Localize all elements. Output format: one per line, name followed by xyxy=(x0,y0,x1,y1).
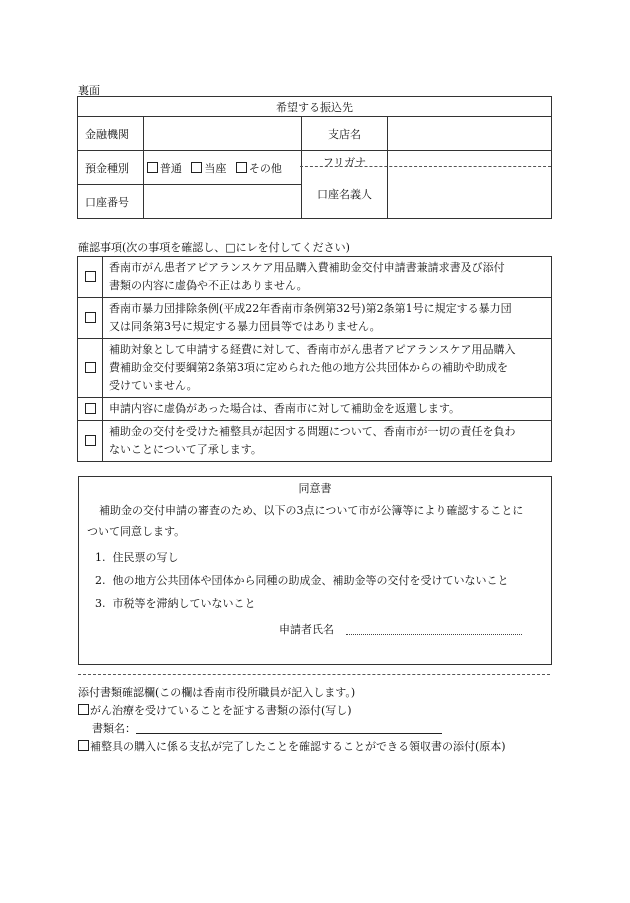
deposit-option-futsu[interactable]: 普通 xyxy=(147,162,182,175)
signature-label: 申請者氏名 xyxy=(279,623,334,636)
financial-institution-field[interactable] xyxy=(143,117,301,151)
page-label: 裏面 xyxy=(78,84,100,97)
confirm-checkbox-1[interactable] xyxy=(78,257,103,298)
doc-name-row xyxy=(78,720,506,738)
signature-row xyxy=(279,621,522,637)
attachments-heading: 添付書類確認欄(この欄は香南市役所職員が記入します。) xyxy=(78,686,356,699)
attachment-item-1: がん治療を受けていることを証する書類の添付(写し) xyxy=(78,702,506,720)
checkbox-icon[interactable] xyxy=(236,162,247,173)
attachment-item-2: 補整具の購入に係る支払が完了したことを確認することができる領収書の添付(原本) xyxy=(78,738,506,756)
checkbox-icon[interactable] xyxy=(85,312,96,323)
furigana-label: フリガナ xyxy=(322,156,367,169)
doc-name-field[interactable] xyxy=(136,721,442,734)
consent-title: 同意書 xyxy=(298,482,332,495)
consent-box xyxy=(78,476,552,665)
account-number-field[interactable] xyxy=(143,185,301,219)
confirm-checkbox-4[interactable] xyxy=(78,398,103,421)
confirm-item-2: 香南市暴力団排除条例(平成22年香南市条例第32号)第2条第1号に規定する暴力団 又は同条第3号に規定する暴力団員等ではありません。 xyxy=(103,298,552,339)
checkbox-icon[interactable] xyxy=(78,740,89,751)
checkbox-icon[interactable] xyxy=(191,162,202,173)
confirm-checkbox-5[interactable] xyxy=(78,421,103,462)
confirm-item-4: 申請内容に虚偽があった場合は、香南市に対して補助金を返還します。 xyxy=(103,398,552,421)
furigana-divider xyxy=(300,166,551,167)
checkbox-icon[interactable] xyxy=(85,271,96,282)
checkbox-icon[interactable] xyxy=(78,704,89,715)
confirm-checkbox-3[interactable] xyxy=(78,339,103,398)
consent-item-3: 3. 市税等を滞納していないこと xyxy=(95,597,256,610)
account-number-label: 口座番号 xyxy=(78,185,144,219)
checkbox-icon[interactable] xyxy=(85,403,96,414)
consent-item-2: 2. 他の地方公共団体や団体から同種の助成金、補助金等の交付を受けていないこと xyxy=(95,574,509,587)
bank-section-title: 希望する振込先 xyxy=(78,97,552,117)
confirmation-table xyxy=(77,256,552,462)
attachments-section xyxy=(78,684,506,756)
consent-item-1: 1. 住民票の写し xyxy=(95,551,179,564)
checkbox-icon[interactable] xyxy=(85,362,96,373)
checkbox-icon[interactable] xyxy=(147,162,158,173)
checkbox-icon[interactable] xyxy=(85,435,96,446)
confirm-item-3: 補助対象として申請する経費に対して、香南市がん患者アピアランスケア用品購入 費補助金交付要綱第2条第3項に定められた他の地方公共団体からの補助や助成を 受けていません。 xyxy=(103,339,552,398)
deposit-option-toza[interactable]: 当座 xyxy=(191,162,226,175)
confirm-checkbox-2[interactable] xyxy=(78,298,103,339)
account-holder-label-cell xyxy=(301,151,388,219)
account-holder-field[interactable] xyxy=(388,151,552,219)
deposit-option-other[interactable]: その他 xyxy=(236,162,282,175)
consent-list xyxy=(95,546,551,615)
deposit-type-options xyxy=(143,151,301,185)
doc-name-label: 書類名： xyxy=(92,722,136,735)
branch-label: 支店名 xyxy=(301,117,388,151)
confirm-item-1: 香南市がん患者アピアランスケア用品購入費補助金交付申請書兼請求書及び添付 書類の内容に虚偽や不正はありません。 xyxy=(103,257,552,298)
confirm-item-5: 補助金の交付を受けた補整具が起因する問題について、香南市が一切の責任を負わ ないことについて了承します。 xyxy=(103,421,552,462)
deposit-type-label: 預金種別 xyxy=(78,151,144,185)
branch-field[interactable] xyxy=(388,117,552,151)
account-holder-label: 口座名義人 xyxy=(316,188,372,201)
section-divider xyxy=(78,674,550,675)
bank-transfer-table xyxy=(77,96,552,219)
consent-intro: 補助金の交付申請の審査のため、以下の3点について市が公簿等により確認することに ついて同意します。 xyxy=(87,504,524,538)
financial-institution-label: 金融機関 xyxy=(78,117,144,151)
signature-field[interactable] xyxy=(346,622,522,635)
confirmation-heading: 確認事項(次の事項を確認し、□にレを付してください) xyxy=(78,241,350,254)
